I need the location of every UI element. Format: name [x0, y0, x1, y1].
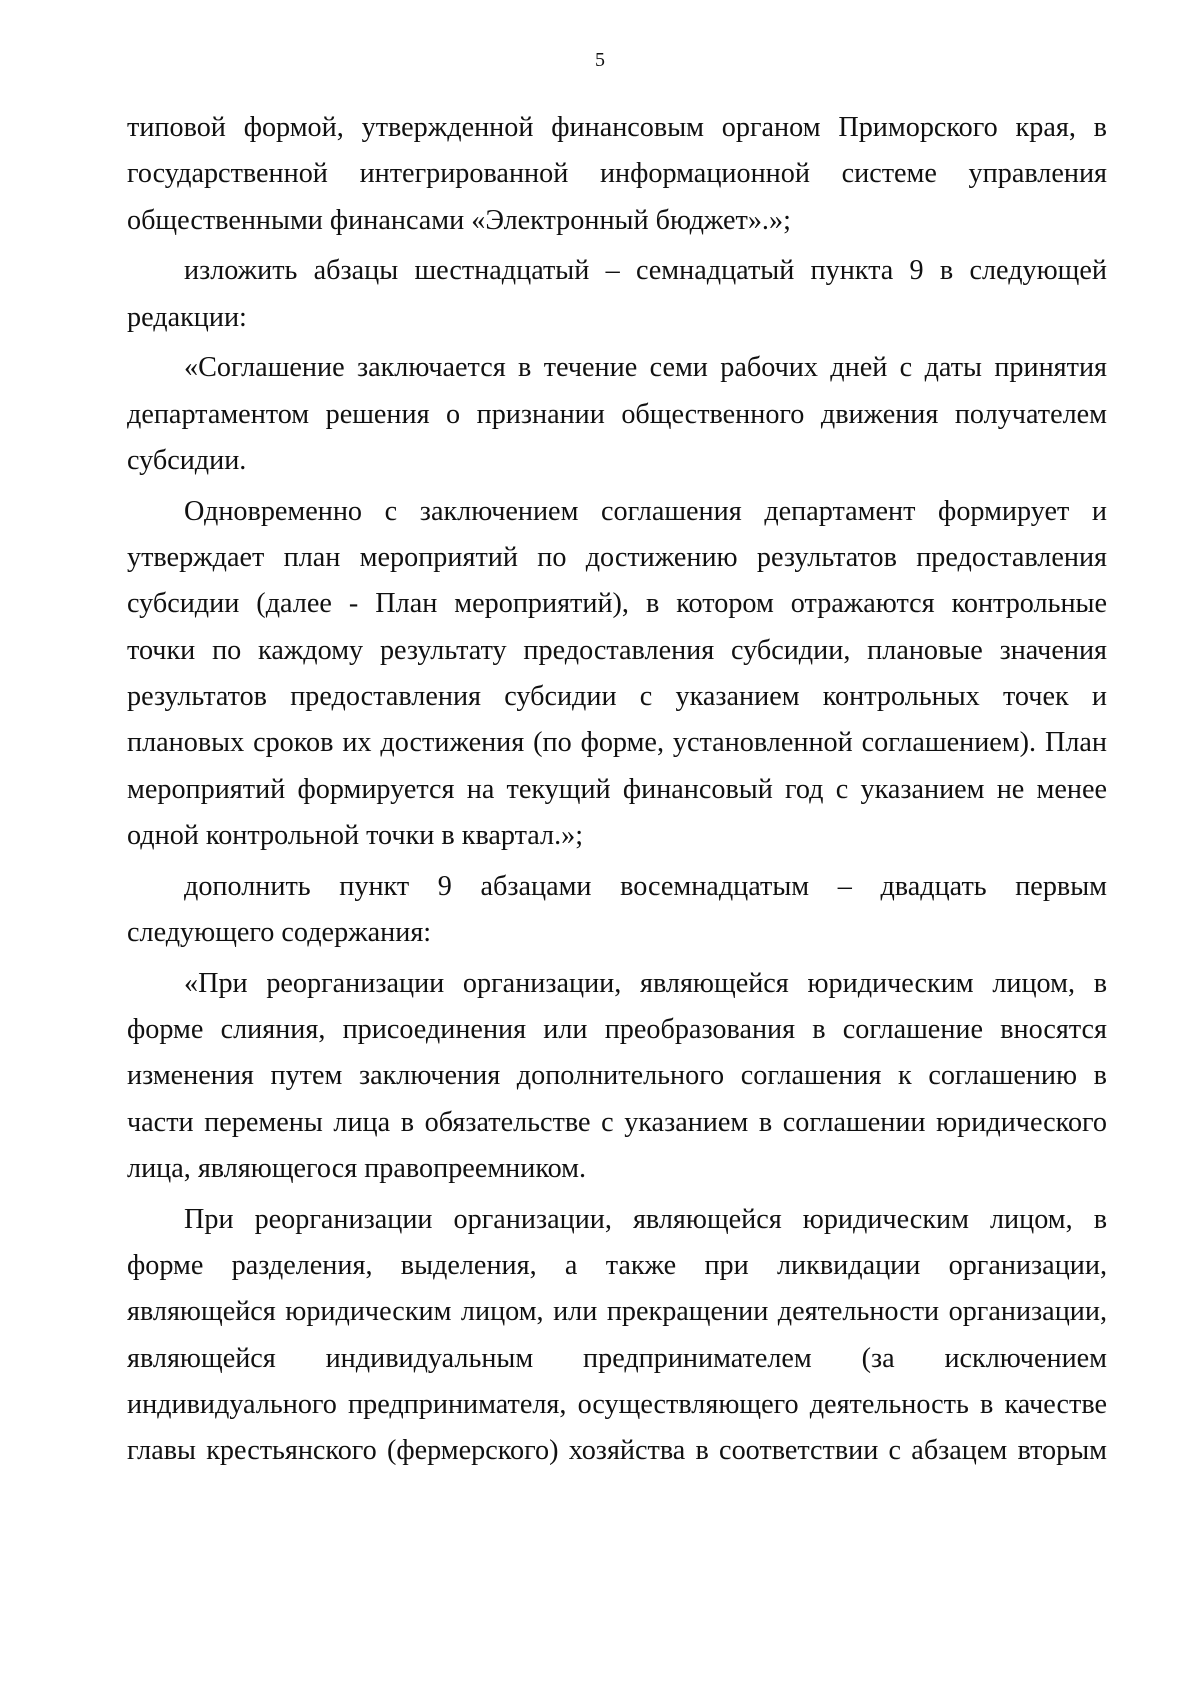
text-line: При реорганизации организации, являющейся юридическим лицом, в — [184, 1203, 1107, 1235]
text-line: государственной интегрированной информационной системе управления — [127, 158, 1107, 190]
paragraph — [127, 961, 1107, 1192]
text-line: плановых сроков их достижения (по форме, установленной соглашением). План — [127, 727, 1107, 759]
text-line: результатов предоставления субсидии с указанием контрольных точек и — [127, 681, 1107, 713]
text-line: департаментом решения о признании общественного движения получателем — [127, 398, 1107, 430]
text-line: изменения путем заключения дополнительного соглашения к соглашению в — [127, 1060, 1107, 1092]
text-line: части перемены лица в обязательстве с указанием в соглашении юридического — [127, 1106, 1107, 1138]
text-line: мероприятий формируется на текущий финансовый год с указанием не менее — [127, 773, 1107, 805]
text-line: редакции: — [127, 301, 247, 333]
text-line: утверждает план мероприятий по достижению результатов предоставления — [127, 542, 1107, 574]
text-line: дополнить пункт 9 абзацами восемнадцатым – двадцать первым — [184, 870, 1107, 902]
text-line: субсидии. — [127, 445, 247, 477]
paragraph — [127, 864, 1107, 957]
text-line: Одновременно с заключением соглашения департамент формирует и — [184, 495, 1107, 527]
text-line: «При реорганизации организации, являющейся юридическим лицом, в — [184, 967, 1107, 999]
paragraph — [127, 1197, 1107, 1475]
text-line: субсидии (далее - План мероприятий), в котором отражаются контрольные — [127, 588, 1107, 620]
text-line: форме разделения, выделения, а также при ликвидации организации, — [127, 1250, 1107, 1282]
text-line: «Соглашение заключается в течение семи рабочих дней с даты принятия — [184, 352, 1107, 384]
paragraph — [127, 345, 1107, 484]
text-line: изложить абзацы шестнадцатый – семнадцатый пункта 9 в следующей — [184, 255, 1107, 287]
text-line: точки по каждому результату предоставления субсидии, плановые значения — [127, 634, 1107, 666]
text-line: общественными финансами «Электронный бюджет».»; — [127, 204, 791, 236]
text-line: форме слияния, присоединения или преобразования в соглашение вносятся — [127, 1014, 1107, 1046]
text-line: главы крестьянского (фермерского) хозяйства в соответствии с абзацем вторым — [127, 1435, 1107, 1467]
paragraph — [127, 489, 1107, 859]
text-line: являющейся индивидуальным предпринимателем (за исключением — [127, 1342, 1107, 1374]
page-number: 5 — [595, 49, 605, 71]
text-line: одной контрольной точки в квартал.»; — [127, 819, 584, 851]
text-line: индивидуального предпринимателя, осуществляющего деятельность в качестве — [127, 1389, 1107, 1421]
text-line: являющейся юридическим лицом, или прекращении деятельности организации, — [127, 1296, 1107, 1328]
text-line: лица, являющегося правопреемником. — [127, 1153, 587, 1185]
document-body — [127, 105, 1107, 1475]
text-line: типовой формой, утвержденной финансовым органом Приморского края, в — [127, 112, 1107, 143]
text-line: следующего содержания: — [127, 917, 432, 949]
paragraph — [127, 105, 1107, 244]
paragraph — [127, 248, 1107, 341]
